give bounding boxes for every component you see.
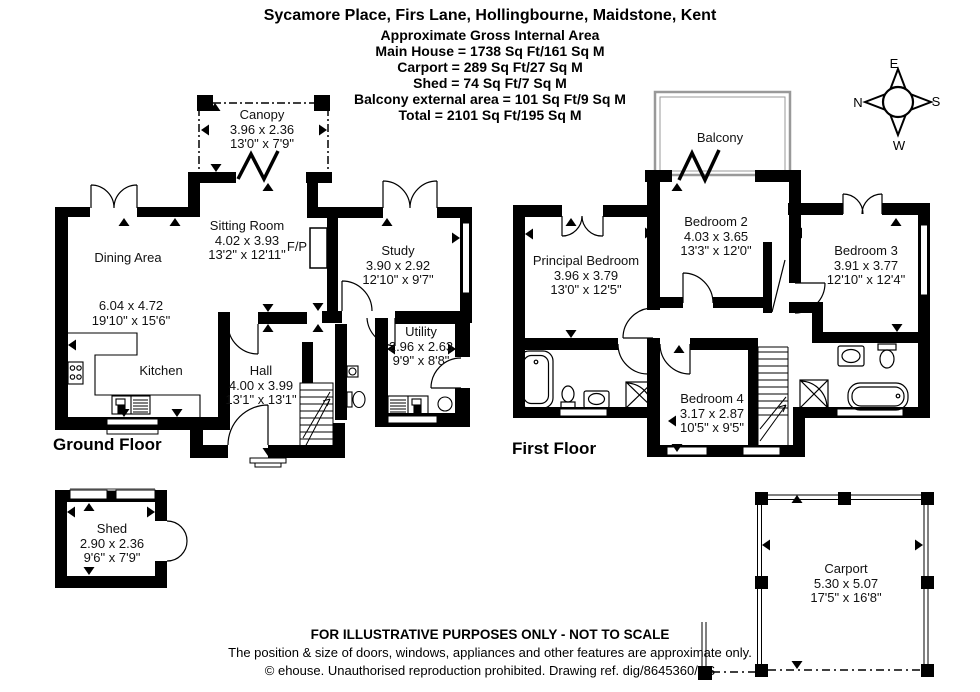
room-label-shed: Shed 2.90 x 2.36 9'6" x 7'9"	[79, 521, 145, 565]
header-area-line: Main House = 1738 Sq Ft/161 Sq M	[375, 43, 605, 59]
room-dims-dining-area: 6.04 x 4.72 19'10" x 15'6"	[91, 298, 171, 328]
header-area-line: Balcony external area = 101 Sq Ft/9 Sq M	[354, 91, 626, 107]
room-label-principal-bedroom: Principal Bedroom 3.96 x 3.79 13'0" x 12'5"	[532, 253, 640, 297]
room-label-bedroom2: Bedroom 2 4.03 x 3.65 13'3" x 12'0"	[680, 214, 752, 258]
header	[0, 7, 980, 123]
bath-icon	[519, 351, 553, 408]
compass-west-label: W	[892, 138, 906, 153]
ground-floor-stairs	[300, 383, 333, 453]
room-label-dining-area: Dining Area	[94, 250, 162, 265]
sink-icon	[584, 391, 609, 408]
first-floor-label: First Floor	[512, 439, 597, 458]
room-label-bedroom3: Bedroom 3 3.91 x 3.77 12'10" x 12'4"	[826, 243, 906, 287]
basin-icon	[347, 366, 358, 377]
fireplace-box	[310, 228, 327, 268]
cloakroom-fixtures	[347, 366, 365, 408]
shower-icon	[800, 380, 828, 408]
header-area-line: Carport = 289 Sq Ft/27 Sq M	[397, 59, 583, 75]
header-area-line: Total = 2101 Sq Ft/195 Sq M	[398, 107, 582, 123]
kitchen-sink-icon	[112, 396, 150, 414]
toilet-icon	[878, 344, 896, 368]
utility-basin-icon	[438, 397, 452, 411]
room-label-utility: Utility 2.96 x 2.63 9'9" x 8'8"	[388, 324, 454, 368]
utility-fixtures	[388, 396, 452, 414]
footer-accuracy-note: The position & size of doors, windows, appliances and other features are approximate only.	[228, 645, 752, 660]
room-label-study: Study 3.90 x 2.92 12'10" x 9'7"	[362, 243, 434, 287]
page-title: Sycamore Place, Firs Lane, Hollingbourne, Maidstone, Kent	[263, 7, 717, 24]
compass-south-label: S	[931, 94, 941, 109]
compass-north-label: N	[853, 95, 863, 110]
bath-icon	[848, 383, 908, 410]
room-label-bedroom4: Bedroom 4 3.17 x 2.87 10'5" x 9'5"	[679, 391, 745, 435]
header-subtitle: Approximate Gross Internal Area	[380, 27, 600, 43]
shed-door	[167, 521, 187, 561]
first-floor-stairs	[758, 347, 788, 445]
room-label-kitchen: Kitchen	[139, 363, 183, 378]
room-label-fireplace: F/P	[286, 239, 308, 254]
hob-icon	[68, 362, 83, 384]
room-label-carport: Carport 5.30 x 5.07 17'5" x 16'8"	[810, 561, 882, 605]
toilet-icon	[347, 392, 365, 408]
room-label-canopy: Canopy 3.96 x 2.36 13'0" x 7'9"	[229, 107, 295, 151]
room-label-sitting-room: Sitting Room 4.02 x 3.93 13'2" x 12'11"	[208, 218, 286, 262]
bathroom-fixtures	[800, 344, 908, 410]
compass-east-label: E	[889, 56, 899, 71]
ensuite-fixtures	[519, 351, 653, 408]
room-label-hall: Hall 4.00 x 3.99 13'1" x 13'1"	[225, 363, 297, 407]
footer-disclaimer: FOR ILLUSTRATIVE PURPOSES ONLY - NOT TO SCALE	[310, 627, 670, 642]
room-label-balcony: Balcony	[696, 130, 744, 145]
header-area-line: Shed = 74 Sq Ft/7 Sq M	[413, 75, 567, 91]
toilet-icon	[561, 386, 575, 408]
footer-copyright: © ehouse. Unauthorised reproduction prohibited. Drawing ref. dig/8645360/SS	[264, 663, 716, 678]
ground-floor-label: Ground Floor	[53, 435, 162, 454]
footer	[0, 626, 980, 680]
sink-icon	[838, 346, 864, 366]
